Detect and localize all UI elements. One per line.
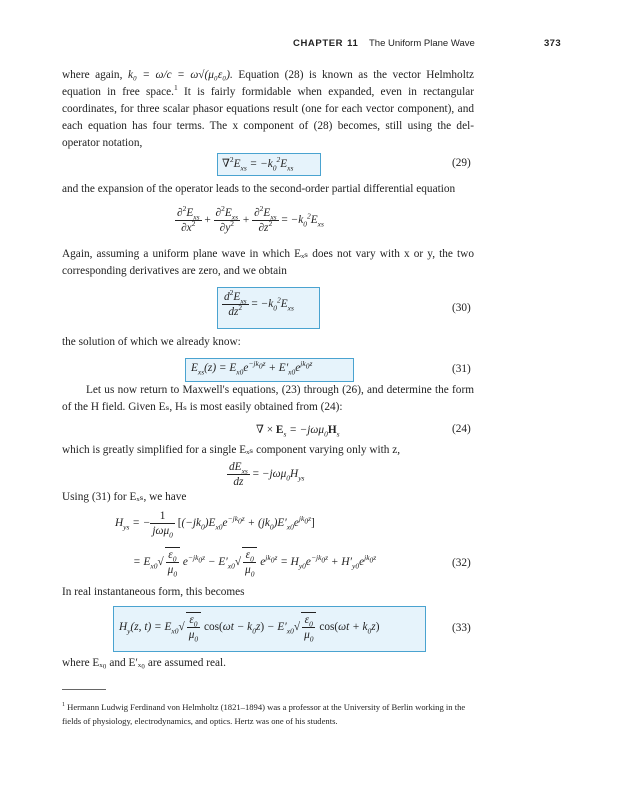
eq30-number: (30) [452, 302, 471, 314]
paragraph-assumed-real: where Eₓ₀ and E′ₓ₀ are assumed real. [62, 657, 227, 669]
eq-dexs-dz: $\frac{dE_{xs}}{dz}$ = $-j\omega\mu_0H_{ys}$ [229, 461, 305, 488]
pde-equation: $\frac{\partial^2E_{xs}}{\partial x^2}$ + $\frac{\partial^2E_{xs}}{\partial y^2}$ + $\frac{\partial^2E_{xs}}{\partial z^2}$ = $-k_0^2E_{xs}$ [177, 204, 324, 234]
paragraph-expansion: and the expansion of the operator leads to the second-order partial differential equation [62, 183, 456, 195]
eq33: $H_y(z$, $t) = E_{x0}√$ $\frac{\varepsilon_0}{\mu_0}$ $\cos(\omega t - k_0z) - E'_{x0}√$ $\frac{\varepsilon_0}{\mu_0}$ $\cos(\omega t + k_0z)$ [119, 614, 380, 644]
eq30: $\frac{d^2E_{xs}}{dz^2}$ = $-k_0^2E_{xs}$ [224, 288, 294, 318]
paragraph-uniform-wave: Again, assuming a uniform plane wave in which Eₓₛ does not vary with x or y, the two corresponding derivatives are zero, and we obtain [62, 248, 474, 277]
footnote-rule [62, 689, 106, 690]
footnote-text: Hermann Ludwig Ferdinand von Helmholtz (1821–1894) was a professor at the University of Berlin working in the fields of physiology, electrodynamics, and optics. Hertz was one of his students. [62, 702, 466, 726]
paragraph-using31: Using (31) for Eₓₛ, we have [62, 491, 187, 503]
eq33-number: (33) [452, 622, 471, 634]
footnote-mark: 1 [62, 702, 65, 709]
eq24-number: (24) [452, 423, 471, 435]
paragraph-helmholtz: where again, k₀ = ω/c = ω√(μ₀ε₀). Equation (28) is known as the vector Helmholtz equation in free space.$^1$ It is fairly formidable when expanded, even in rectangular coordinates, for three scalar phasor equations result (one for each vector component), and each equation has four terms. The x component of (28) becomes, still using the del-operator notation, [62, 69, 474, 149]
paragraph-maxwell: Let us now return to Maxwell's equations, (23) through (26), and determine the form of the H field. Given Eₛ, Hₛ is most easily obtained from (24): [62, 384, 474, 413]
eq31-number: (31) [452, 363, 471, 375]
footnote-ref: 1 [173, 83, 178, 93]
paragraph-instantaneous: In real instantaneous form, this becomes [62, 586, 245, 598]
chapter-label: CHAPTER 11 [293, 38, 359, 49]
eq31: $E_{xs}(z) = E_{x0}e^{-jk_0z} + E'_{x0}e^{jk_0z}$ [191, 359, 313, 377]
paragraph-simplified: which is greatly simplified for a single Eₓₛ component varying only with z, [62, 444, 401, 456]
k0-inline-eq: k₀ = ω/c = ω√(μ₀ε₀). [127, 69, 233, 81]
eq32-line2: = $E_{x0}√$ $\frac{\varepsilon_0}{\mu_0}$ $e^{-jk_0z} - E'_{x0}√$ $\frac{\varepsilon_0}{\mu_0}$ $e^{jk_0z} = H_{y0}e^{-jk_0z} + H'_{y0}e^{jk_0z}$ [133, 549, 377, 579]
eq32-line1: $H_{ys}$ = − $\frac{1}{j\omega\mu_0}$ $[(-jk_0)E_{x0}e^{-jk_0z} + (jk_0)E'_{x0}e^{jk_0z}]$ [115, 510, 315, 540]
eq29: $\nabla^2E_{xs} = -k_0^2E_{xs}$ [222, 155, 294, 173]
eq29-number: (29) [452, 157, 471, 169]
footnote [62, 700, 474, 728]
paragraph-solution: the solution of which we already know: [62, 336, 241, 348]
page-number: 373 [544, 38, 562, 49]
eq24: ∇ × $E_s = -j\omega\mu_0H_s$ [256, 424, 340, 439]
chapter-title: The Uniform Plane Wave [369, 38, 475, 49]
eq32-number: (32) [452, 557, 471, 569]
running-header [0, 38, 627, 52]
